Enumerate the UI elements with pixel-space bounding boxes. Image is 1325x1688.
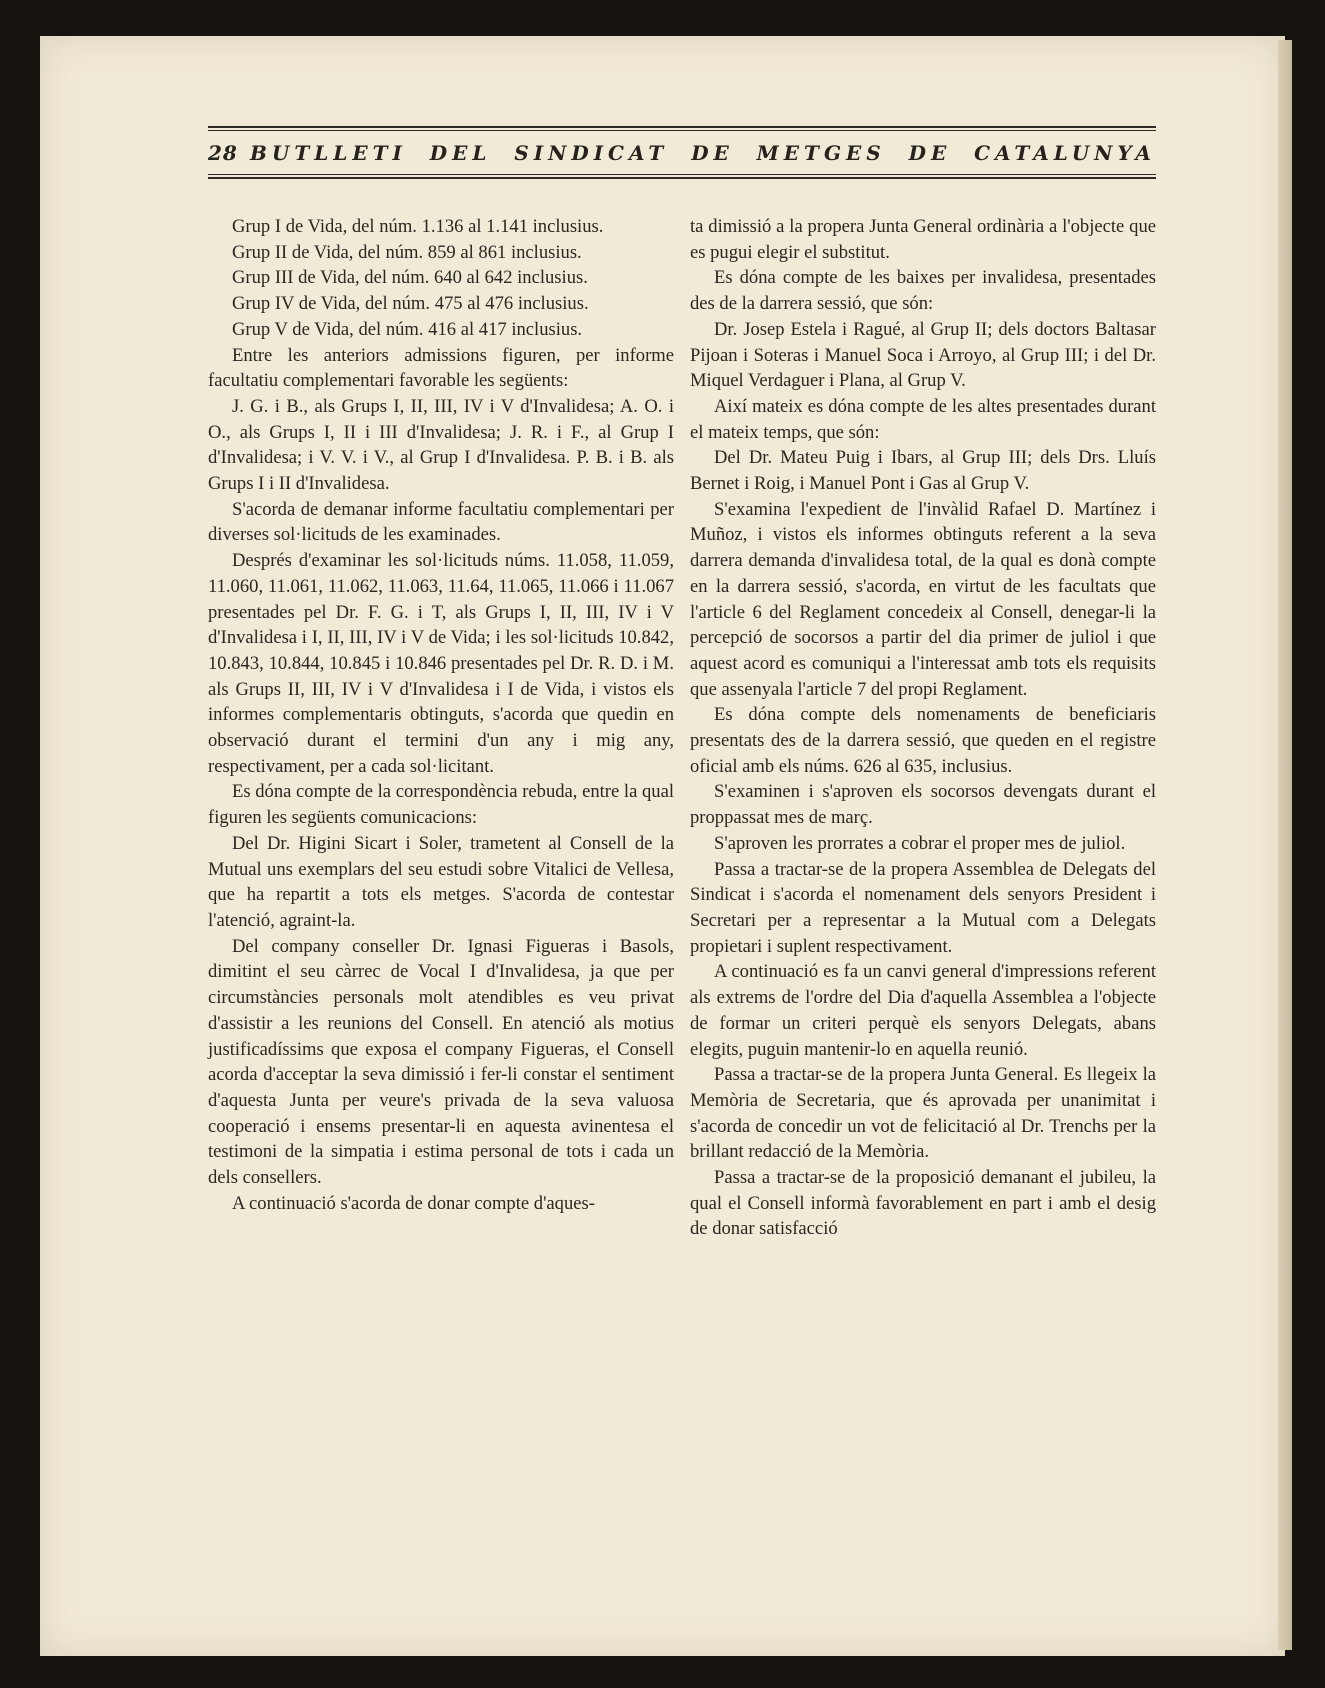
journal-title-word: BUTLLETI bbox=[250, 141, 407, 165]
paragraph: S'examinen i s'aproven els socorsos devengats durant el proppassat mes de març. bbox=[690, 781, 1156, 829]
paragraph: Grup III de Vida, del núm. 640 al 642 inclusius. bbox=[232, 267, 588, 289]
paragraph: Grup V de Vida, del núm. 416 al 417 inclusius. bbox=[232, 318, 583, 340]
paragraph: Passa a tractar-se de la proposició demanant el jubileu, la qual el Consell informà favorablement en part i amb el desig de donar satisfacció bbox=[690, 1167, 1156, 1240]
paragraph: Passa a tractar-se de la propera Junta General. Es llegeix la Memòria de Secretaria, que és aprovada per unanimitat i s'acorda de concedir un vot de felicitació al Dr. Trenchs per la brillant redacció de la Memòria. bbox=[690, 1064, 1156, 1163]
header-rule-top bbox=[208, 126, 1156, 128]
paragraph: Passa a tractar-se de la propera Assemblea de Delegats del Sindicat i s'acorda el nomenament dels senyors President i Secretari per a representar a la Mutual com a Delegats propietari i suplent respectivament. bbox=[690, 858, 1156, 957]
right-column bbox=[690, 214, 1156, 1242]
paragraph: Del company conseller Dr. Ignasi Figueras i Basols, dimitint el seu càrrec de Vocal I d'Invalidesa, ja que per circumstàncies personals molt atendibles es veu privat d'assistir a les reunions del Consell. En atenció als motius justificadíssims que exposa el company Figueras, el Consell acorda d'acceptar la seva dimissió i fer-li constar el sentiment d'aquesta Junta per veure's privada de la seva valuosa cooperació i ensems presentar-li en aquesta avinentesa el testimoni de la simpatia i estima personal de tots i cada un dels consellers. bbox=[208, 935, 674, 1189]
paragraph: J. G. i B., als Grups I, II, III, IV i V d'Invalidesa; A. O. i O., als Grups I, II i III d'Invalidesa; J. R. i F., al Grup I d'Invalidesa; i V. V. i V., al Grup I d'Invalidesa. P. B. i B. als Grups I i II d'Invalidesa. bbox=[208, 395, 674, 495]
page-edge bbox=[1278, 40, 1292, 1650]
journal-title-word: DE bbox=[691, 141, 734, 165]
paragraph: Després d'examinar les sol·licituds núms. 11.058, 11.059, 11.060, 11.061, 11.062, 11.063, 11.64, 11.065, 11.066 i 11.067 presentades pel Dr. F. G. i T, als Grups I, II, III, IV i V d'Invalidesa i I, II, III, IV i V de Vida; i les sol·licituds 10.842, 10.843, 10.844, 10.845 i 10.846 presentades pel Dr. R. D. i M. als Grups II, III, IV i V d'Invalidesa i I de Vida, i vistos els informes complementaris obtinguts, s'acorda que quedin en observació durant el termini d'un any i mig any, respectivament, per a cada sol·licitant. bbox=[208, 550, 674, 777]
journal-title-word: SINDICAT bbox=[514, 141, 669, 165]
paragraph: Grup IV de Vida, del núm. 475 al 476 inclusius. bbox=[232, 293, 589, 315]
header-rule-top-thin bbox=[208, 130, 1156, 131]
journal-title-word: CATALUNYA bbox=[974, 141, 1156, 165]
running-header bbox=[208, 124, 1156, 188]
journal-title bbox=[250, 141, 1156, 165]
paragraph: Grup II de Vida, del núm. 859 al 861 inclusius. bbox=[232, 241, 582, 263]
header-rule-bottom bbox=[208, 177, 1156, 179]
paragraph: Dr. Josep Estela i Ragué, al Grup II; dels doctors Baltasar Pijoan i Soteras i Manuel Soca i Arroyo, al Grup III; i del Dr. Miquel Verdaguer i Plana, al Grup V. bbox=[690, 318, 1156, 392]
header-rule-bottom-thin bbox=[208, 174, 1156, 175]
paragraph: Entre les anteriors admissions figuren, per informe facultatiu complementari favorable les següents: bbox=[208, 344, 674, 392]
paragraph-continued: ta dimissió a la propera Junta General ordinària a l'objecte que es pugui elegir el substitut. bbox=[690, 216, 1156, 263]
journal-title-word: DEL bbox=[429, 141, 492, 165]
paragraph: A continuació es fa un canvi general d'impressions referent als extrems de l'ordre del Dia d'aquella Assemblea a l'objecte de formar un criteri perquè els senyors Delegats, abans elegits, puguin mantenir-lo en aquella reunió. bbox=[690, 961, 1156, 1060]
journal-title-word: DE bbox=[908, 141, 952, 165]
paragraph: S'acorda de demanar informe facultatiu complementari per diverses sol·licituds de les examinades. bbox=[208, 498, 674, 546]
paragraph: S'examina l'expedient de l'invàlid Rafael D. Martínez i Muñoz, i vistos els informes obtinguts referent a la seva darrera demanda d'invalidesa total, de la qual es donà compte en la darrera sessió, s'acorda, en virtut de les facultats que l'article 6 del Reglament concedeix al Consell, denegar-li la percepció de socorsos a partir del dia primer de juliol i que aquest acord es comuniqui a l'interessat amb tots els requisits que assenyala l'article 7 del propi Reglament. bbox=[690, 498, 1156, 700]
paragraph: Grup I de Vida, del núm. 1.136 al 1.141 inclusius. bbox=[232, 216, 604, 237]
paragraph: Es dóna compte de la correspondència rebuda, entre la qual figuren les següents comunicacions: bbox=[208, 781, 674, 829]
paragraph: S'aproven les prorrates a cobrar el proper mes de juliol. bbox=[714, 832, 1126, 854]
paragraph: Així mateix es dóna compte de les altes presentades durant el mateix temps, que són: bbox=[690, 395, 1156, 443]
paragraph: Es dóna compte de les baixes per invalidesa, presentades des de la darrera sessió, que són: bbox=[690, 267, 1156, 315]
paragraph: Del Dr. Higini Sicart i Soler, trametent al Consell de la Mutual uns exemplars del seu estudi sobre Vitalici de Vellesa, que ha repartit a tots els metges. S'acorda de contestar l'atenció, agraint-la. bbox=[208, 832, 674, 931]
left-column bbox=[208, 214, 674, 1216]
paragraph: A continuació s'acorda de donar compte d'aques- bbox=[232, 1192, 595, 1214]
paragraph: Del Dr. Mateu Puig i Ibars, al Grup III; dels Drs. Lluís Bernet i Roig, i Manuel Pont i Gas al Grup V. bbox=[690, 447, 1156, 495]
journal-title-word: METGES bbox=[756, 141, 886, 165]
page-number: 28 bbox=[208, 141, 238, 165]
paragraph: Es dóna compte dels nomenaments de beneficiaris presentats des de la darrera sessió, que queden en el registre oficial amb els núms. 626 al 635, inclusius. bbox=[690, 704, 1156, 777]
